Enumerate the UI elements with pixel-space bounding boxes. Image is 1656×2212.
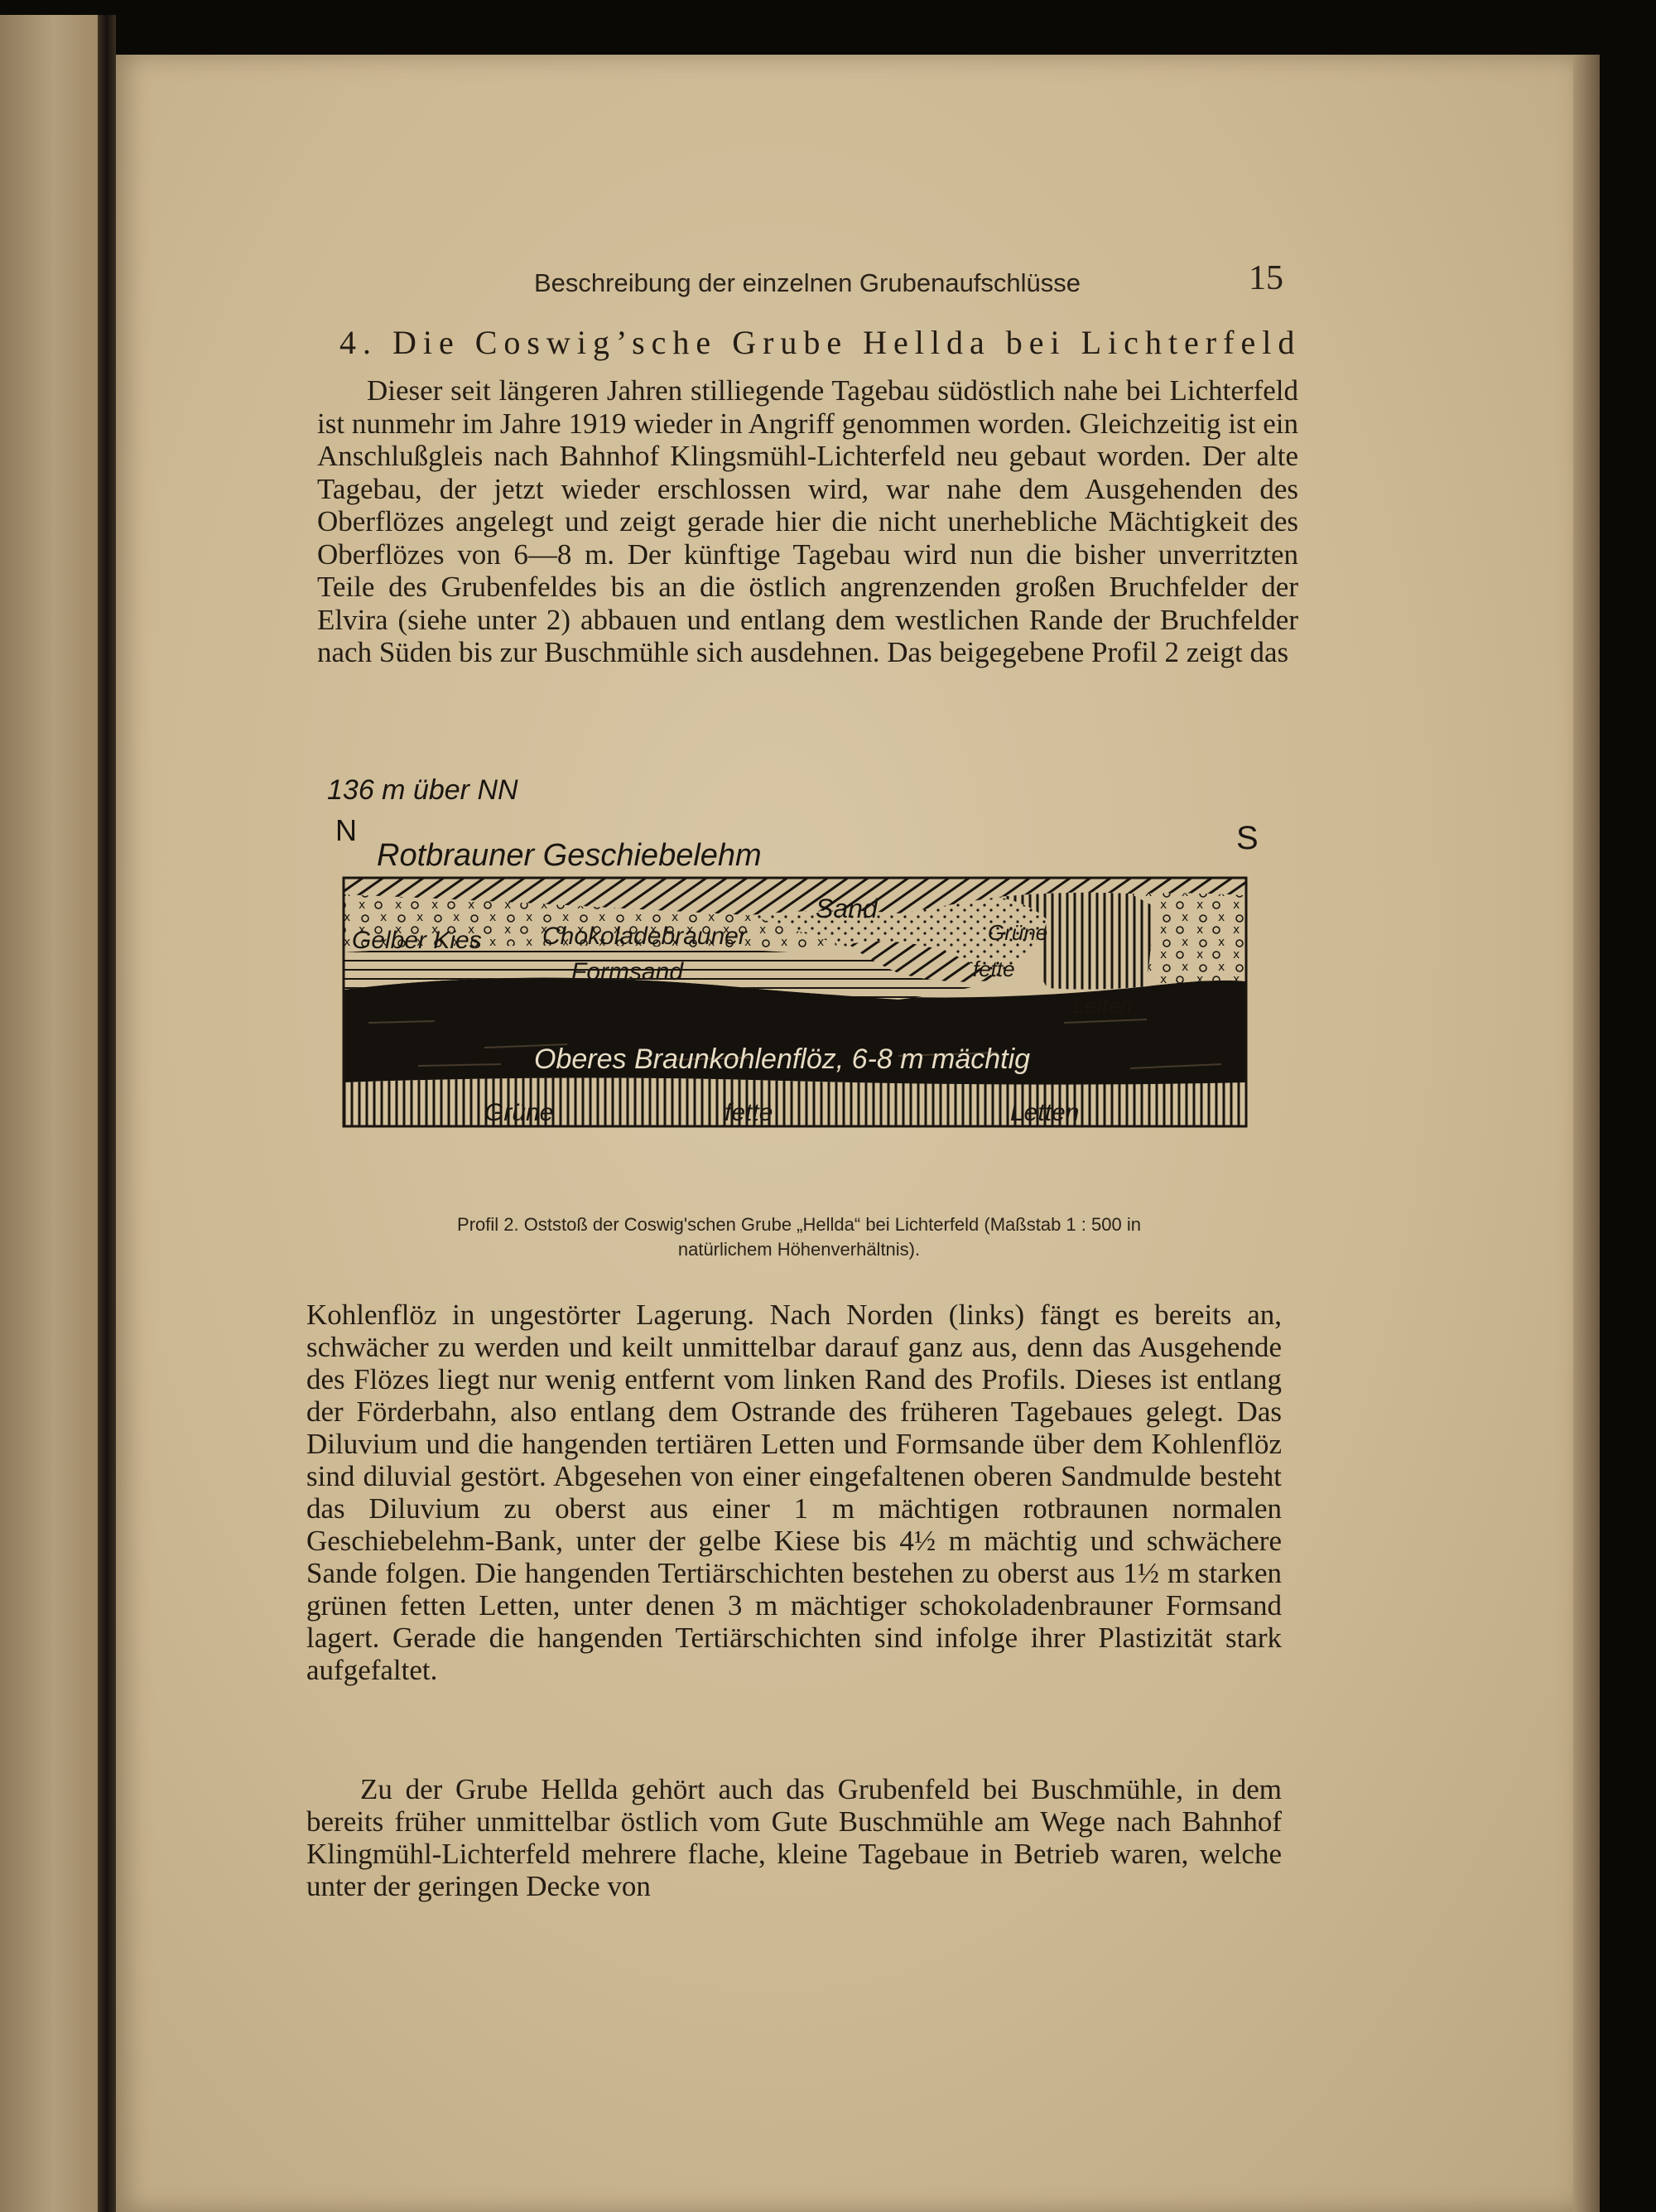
label-elevation: 136 m über NN xyxy=(327,774,518,806)
label-floez: Oberes Braunkohlenflöz, 6-8 m mächtig xyxy=(534,1043,1031,1075)
paragraph-1: Dieser seit längeren Jahren stilliegende Tagebau südöstlich nahe bei Lichterfeld ist nunmehr im Jahre 1919 wieder in Angriff genommen worden. Gleichzeitig ist ein Anschlußgleis nach Bahnhof Klingsmühl-Lichterfeld neu gebaut worden. Der alte Tagebau, der jetzt wieder erschlossen wird, war nahe dem Ausgehenden des Oberflözes angelegt und zeigt gerade hier die nicht unerhebliche Mächtigkeit des Oberflözes von 6—8 m. Der künftige Tagebau wird nun die bisher unverritzten Teile des Grubenfeldes bis an die östlich angrenzenden großen Bruchfelder der Elvira (siehe unter 2) abbauen und entlang dem westlichen Rande der Bruchfelder nach Süden bis zur Buschmühle sich ausdehnen. Das beigegebene Profil 2 zeigt das xyxy=(317,374,1298,668)
geological-profile-figure xyxy=(319,774,1263,1188)
previous-page-edge xyxy=(0,15,98,2212)
label-formsand: Formsand xyxy=(571,958,684,986)
label-gruene-bottom: Grüne xyxy=(484,1099,554,1126)
page-number: 15 xyxy=(1249,259,1283,297)
running-title: Beschreibung der einzelnen Grubenaufschlüsse xyxy=(534,268,1081,297)
profile-drawing xyxy=(319,774,1263,1188)
label-chokolade: Chokoladebrauner xyxy=(542,923,747,950)
label-south: S xyxy=(1236,820,1259,856)
caption-line-1: Profil 2. Oststoß der Coswig'schen Grube „Hellda“ bei Lichterfeld (Maßstab 1 : 500 in xyxy=(457,1214,1141,1235)
label-fette-top: fette xyxy=(973,957,1015,981)
label-letten-bottom: Letten xyxy=(1010,1099,1080,1126)
label-fette-bottom: fette xyxy=(724,1099,773,1126)
label-gruene-top: Grüne xyxy=(988,920,1048,945)
label-geschiebelehm: Rotbrauner Geschiebelehm xyxy=(377,838,762,873)
figure-caption xyxy=(344,1212,1254,1262)
label-sand: Sand xyxy=(816,894,878,923)
label-kies: Gelber Kies xyxy=(352,927,482,954)
running-header xyxy=(418,259,1283,305)
caption-line-2: natürlichem Höhenverhältnis). xyxy=(677,1239,921,1260)
paragraph-3: Zu der Grube Hellda gehört auch das Grubenfeld bei Buschmühle, in dem bereits früher unmittelbar östlich vom Gute Buschmühle am Wege nach Bahnhof Klingmühl-Lichterfeld mehrere flache, kleine Tagebaue in Betrieb waren, welche unter der geringen Decke von xyxy=(306,1773,1282,1902)
section-title: 4. Die Coswig’sche Grube Hellda bei Lichterfeld xyxy=(339,324,1302,361)
layer-gruene-letten-bottom xyxy=(344,1077,1246,1126)
page-fore-edge xyxy=(1573,55,1600,2212)
label-letten-top: Letten xyxy=(1072,993,1133,1018)
label-north: N xyxy=(335,813,357,847)
paragraph-2: Kohlenflöz in ungestörter Lagerung. Nach Norden (links) fängt es bereits an, schwächer zu werden und keilt unmittelbar darauf ganz aus, denn das Ausgehende des Flözes liegt nur wenig entfernt vom linken Rand des Profils. Dieses ist entlang der Förderbahn, also entlang dem Ostrande des früheren Tagebaues gelegt. Das Diluvium und die hangenden tertiären Letten und Formsande über dem Kohlenflöz sind diluvial gestört. Abgesehen von einer eingefaltenen oberen Sandmulde besteht das Diluvium zu oberst aus einer 1 m mächtigen rotbraunen normalen Geschiebelehm-Bank, unter der gelbe Kiese bis 4½ m mächtig und schwächere Sande folgen. Die hangenden Tertiärschichten bestehen zu oberst aus 1½ m starken grünen fetten Letten, unter denen 3 m mächtiger schokoladenbrauner Formsand lagert. Gerade die hangenden Tertiärschichten sind infolge ihrer Plastizität stark aufgefaltet. xyxy=(306,1299,1282,1686)
book-gutter xyxy=(98,15,116,2212)
